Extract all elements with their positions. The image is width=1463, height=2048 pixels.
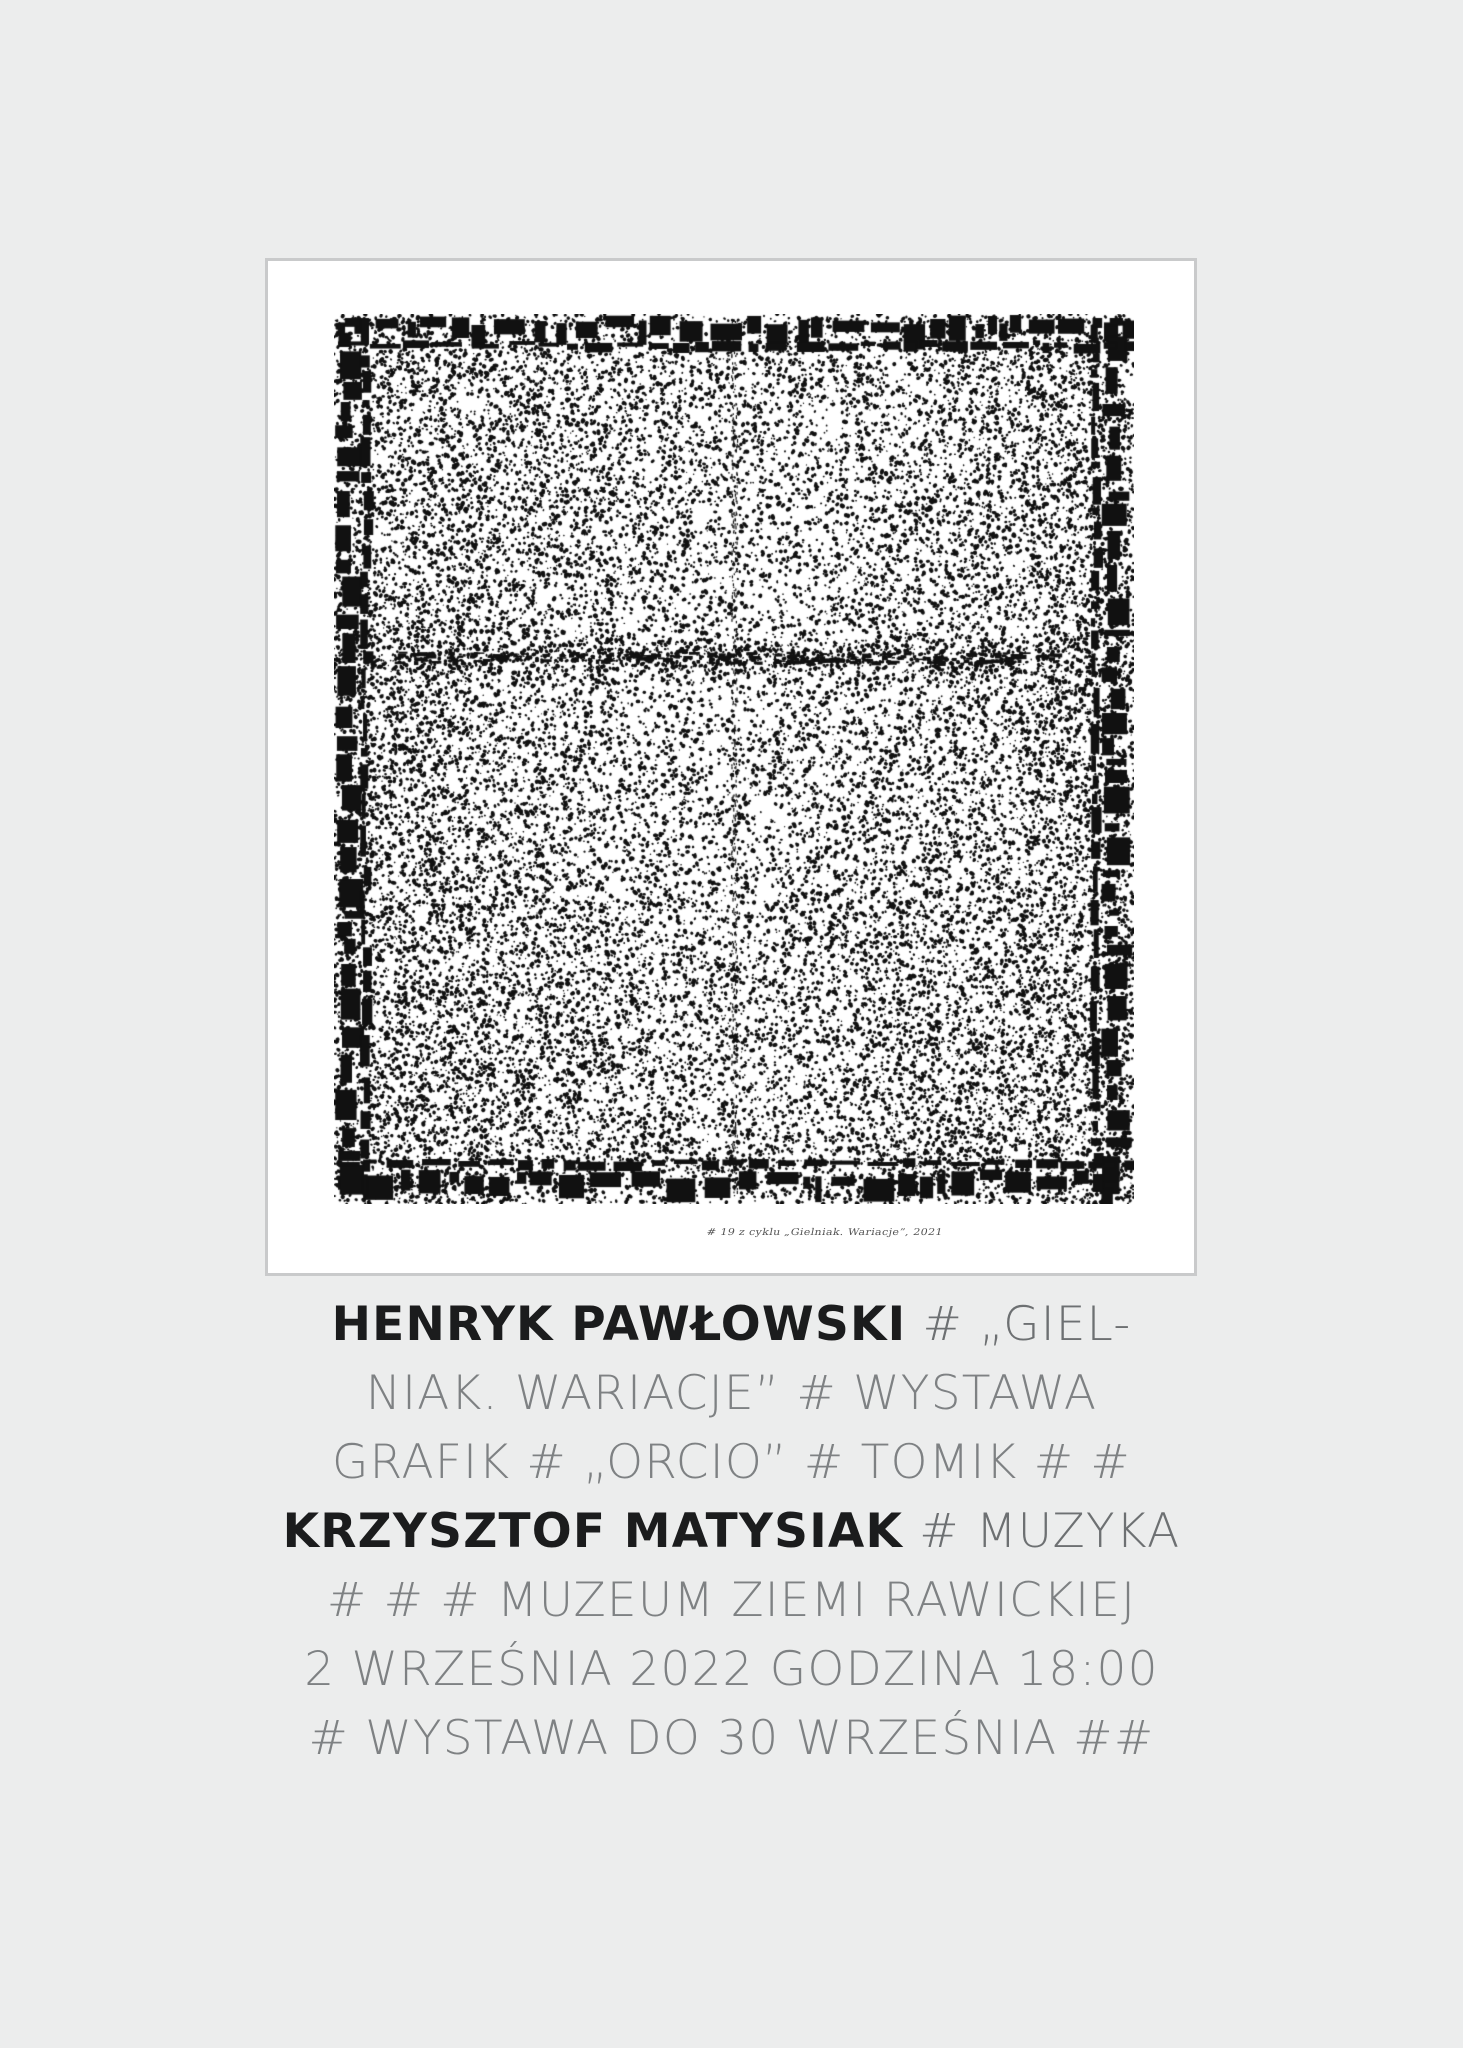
caption-line-4	[0, 1497, 1463, 1566]
composer-name: KRZYSZTOF MATYSIAK	[282, 1504, 904, 1559]
caption-line-3: GRAFIK # „ORCIO” # TOMIK # #	[331, 1435, 1132, 1490]
caption-line-5: # # # MUZEUM ZIEMI RAWICKIEJ	[326, 1573, 1137, 1628]
caption-line-1	[0, 1290, 1463, 1359]
artwork-frame	[265, 258, 1197, 1276]
artwork-signature: # 19 z cyklu „Gielniak. Wariacje”, 2021	[705, 1226, 945, 1238]
artwork-plate	[334, 314, 1134, 1204]
composer-line-rest: # MUZYKA	[903, 1504, 1181, 1559]
poster-caption	[0, 1290, 1463, 1773]
caption-line-6: 2 WRZEŚNIA 2022 GODZINA 18:00	[304, 1642, 1159, 1697]
artist-line-rest: # „GIEL-	[906, 1297, 1132, 1352]
artist-name: HENRYK PAWŁOWSKI	[331, 1297, 907, 1352]
stipple-engraving-image	[334, 314, 1134, 1204]
artwork-paper	[286, 279, 1176, 1255]
caption-line-7: # WYSTAWA DO 30 WRZEŚNIA ##	[308, 1711, 1155, 1766]
caption-line-2: NIAK. WARIACJE” # WYSTAWA	[365, 1366, 1098, 1421]
